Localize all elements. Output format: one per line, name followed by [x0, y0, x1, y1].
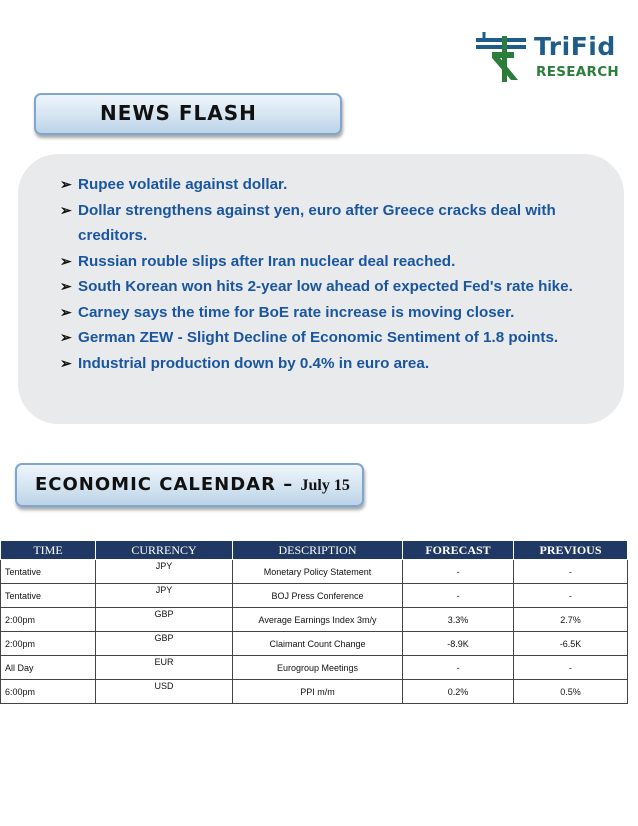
cell-currency: GBP	[96, 632, 233, 656]
header-time: TIME	[1, 541, 96, 560]
cell-time: 2:00pm	[1, 632, 96, 656]
cell-currency: USD	[96, 680, 233, 704]
cell-previous: 0.5%	[514, 680, 628, 704]
cell-currency: EUR	[96, 656, 233, 680]
cell-previous: -	[514, 656, 628, 680]
header-description: DESCRIPTION	[233, 541, 403, 560]
header-currency: CURRENCY	[96, 541, 233, 560]
cell-description: Monetary Policy Statement	[233, 560, 403, 584]
cell-previous: 2.7%	[514, 608, 628, 632]
news-item: ➢ German ZEW - Slight Decline of Economic Sentiment of 1.8 points.	[60, 325, 615, 351]
cell-currency: JPY	[96, 560, 233, 584]
cell-forecast: 3.3%	[403, 608, 514, 632]
table-row	[1, 656, 628, 680]
news-item: ➢ South Korean won hits 2-year low ahead of expected Fed's rate hike.	[60, 274, 615, 300]
arrow-bullet-icon: ➢	[60, 303, 72, 320]
table-row	[1, 584, 628, 608]
table-row	[1, 560, 628, 584]
table-row	[1, 608, 628, 632]
arrow-bullet-icon: ➢	[60, 252, 72, 269]
cell-time: 2:00pm	[1, 608, 96, 632]
cell-time: Tentative	[1, 584, 96, 608]
cell-time: All Day	[1, 656, 96, 680]
arrow-bullet-icon: ➢	[60, 329, 72, 345]
cell-forecast: -	[403, 560, 514, 584]
news-flash-title: NEWS FLASH	[100, 101, 257, 125]
trifid-logo	[474, 30, 620, 88]
logo-subtitle: RESEARCH	[536, 64, 620, 80]
cell-previous: -6.5K	[514, 632, 628, 656]
news-list	[60, 172, 615, 376]
cell-time: Tentative	[1, 560, 96, 584]
cell-currency: JPY	[96, 584, 233, 608]
news-item: ➢ Rupee volatile against dollar.	[60, 172, 615, 198]
cell-forecast: 0.2%	[403, 680, 514, 704]
cell-time: 6:00pm	[1, 680, 96, 704]
news-flash-banner	[34, 93, 342, 135]
cell-description: Eurogroup Meetings	[233, 656, 403, 680]
cell-currency: GBP	[96, 608, 233, 632]
news-item: ➢ Industrial production down by 0.4% in euro area.	[60, 351, 615, 377]
rupee-logo-icon	[474, 30, 532, 88]
cell-description: PPI m/m	[233, 680, 403, 704]
arrow-bullet-icon: ➢	[60, 176, 72, 192]
economic-calendar-title: ECONOMIC CALENDAR – July 15	[35, 474, 350, 495]
arrow-bullet-icon: ➢	[60, 278, 72, 294]
news-item: ➢ Russian rouble slips after Iran nuclear deal reached.	[60, 249, 615, 275]
arrow-bullet-icon: ➢	[60, 201, 72, 218]
calendar-date: July 15	[300, 477, 350, 494]
header-previous: PREVIOUS	[514, 541, 628, 560]
news-item: ➢ Dollar strengthens against yen, euro after Greece cracks deal with creditors.	[60, 198, 615, 249]
cell-description: Claimant Count Change	[233, 632, 403, 656]
cell-forecast: -	[403, 584, 514, 608]
cell-forecast: -8.9K	[403, 632, 514, 656]
cell-forecast: -	[403, 656, 514, 680]
cell-description: BOJ Press Conference	[233, 584, 403, 608]
table-row	[1, 632, 628, 656]
cell-previous: -	[514, 560, 628, 584]
arrow-bullet-icon: ➢	[60, 354, 72, 371]
header-forecast: FORECAST	[403, 541, 514, 560]
economic-calendar-banner	[15, 463, 364, 507]
cell-previous: -	[514, 584, 628, 608]
cell-description: Average Earnings Index 3m/y	[233, 608, 403, 632]
news-item: ➢ Carney says the time for BoE rate increase is moving closer.	[60, 300, 615, 326]
logo-name: TriFid	[534, 32, 616, 61]
economic-calendar-table	[0, 540, 628, 704]
table-row	[1, 680, 628, 704]
table-header-row	[1, 541, 628, 560]
